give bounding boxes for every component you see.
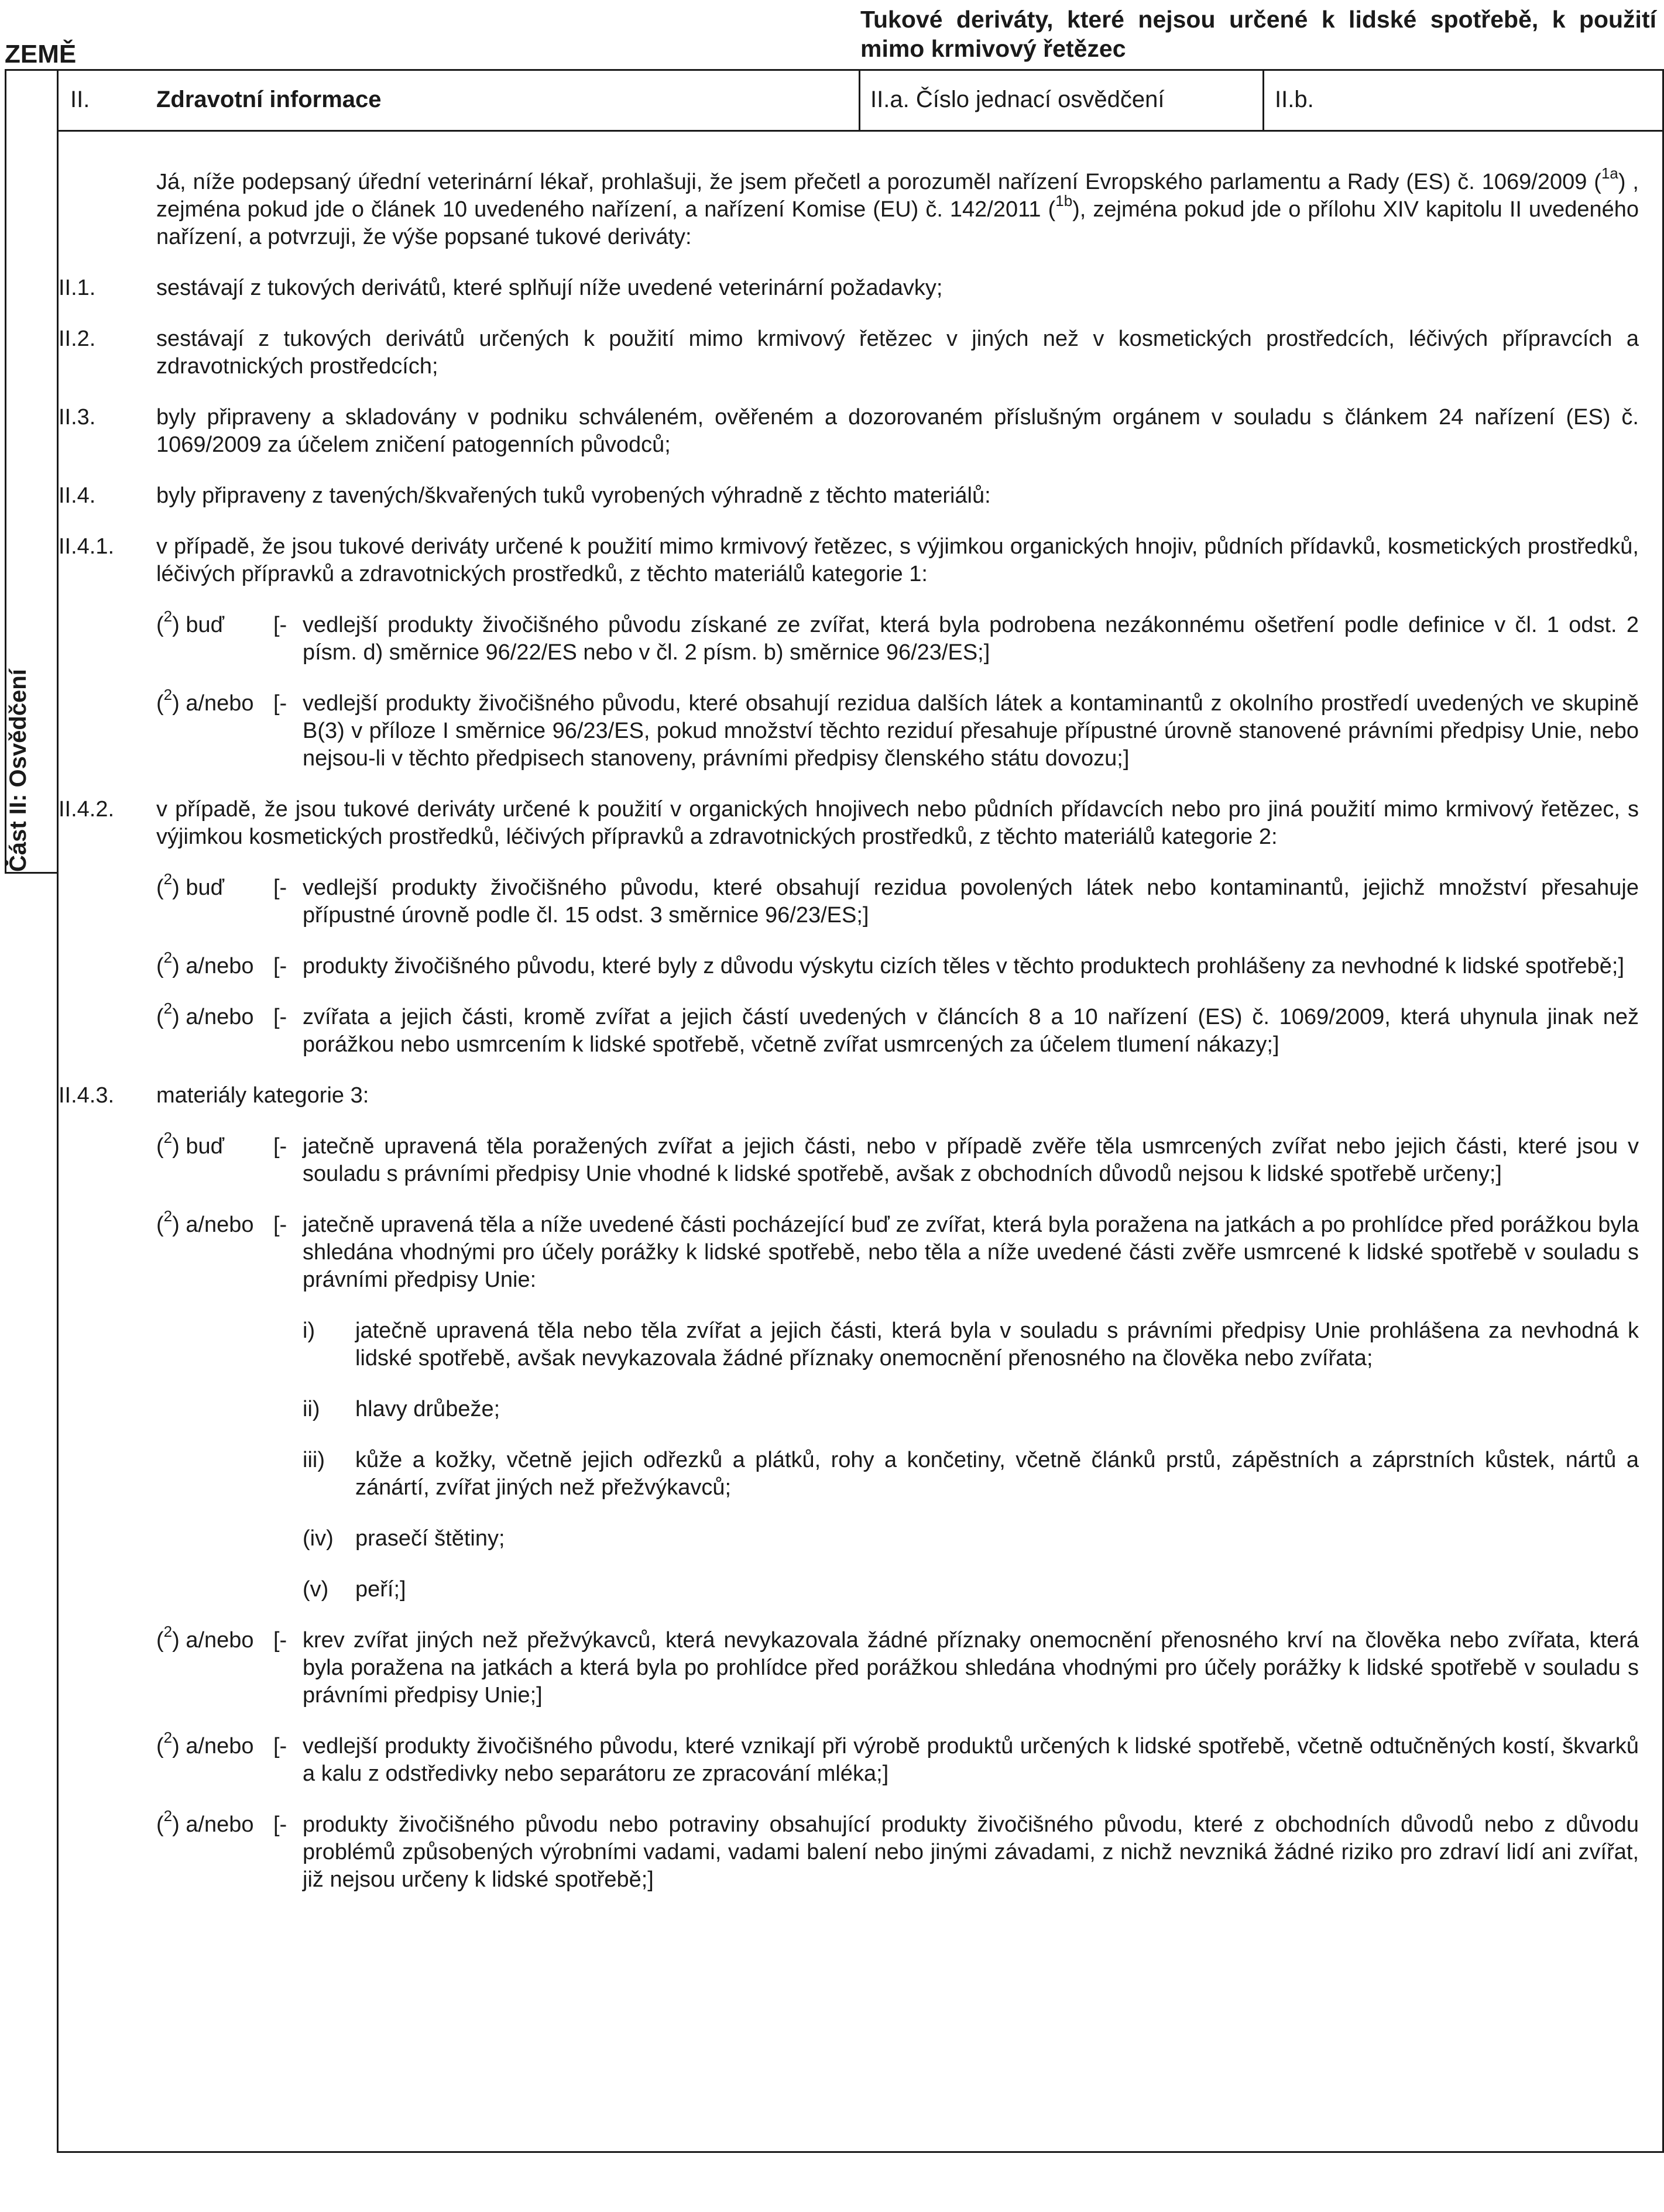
intro-part-3: ), zejména pokud jde o přílohu XIV kapitolu II uvedeného nařízení, a potvrzuji, že výše popsané tukové deriváty:	[156, 197, 1639, 249]
option-433-4	[156, 1729, 1639, 1788]
subitem-text: prasečí štětiny;	[355, 1526, 505, 1551]
item-ii-3	[59, 404, 1639, 459]
footnote-2: 2	[163, 1807, 173, 1825]
option-text: produkty živočišného původu, které byly z důvodu výskytu cizích těles v těchto produktech prohlášeny za nevhodné k lidské spotřebě;]	[303, 954, 1625, 978]
option-bracket: [-	[273, 1213, 287, 1237]
option-text: vedlejší produkty živočišného původu, které obsahují rezidua dalších látek a kontaminantů z okolního prostředí uvedených ve skupině B(3) v příloze I směrnice 96/23/ES, pokud množství těchto reziduí přesahuje přípustné úrovně stanovené právními předpisy Unie, nebo nejsou-li v těchto předpisech stanoveny, právními předpisy členského státu dovozu;]	[303, 691, 1639, 771]
option-tag: ($^2$) a/nebo	[156, 1207, 254, 1237]
subitem-tag: i)	[303, 1318, 315, 1343]
option-tag: ($^2$) a/nebo	[156, 999, 254, 1029]
footnote-1a: 1a	[1601, 164, 1618, 183]
section-number: II.	[70, 87, 90, 112]
option-433-1	[156, 1129, 1639, 1188]
option-422-1	[156, 870, 1639, 929]
item-text: byly připraveny a skladovány v podniku schváleném, ověřeném a dozorovaném příslušným orgánem v souladu s článkem 24 nařízení (ES) č. 1069/2009 za účelem zničení patogenních původců;	[156, 405, 1639, 457]
option-tag: ($^2$) a/nebo	[156, 1807, 254, 1837]
footnote-2: 2	[163, 949, 173, 967]
header-row-bottom-line	[57, 130, 1664, 132]
subitem-text: peří;]	[355, 1577, 406, 1602]
subitem-tag: (v)	[303, 1577, 329, 1602]
subitem-iii	[303, 1447, 1639, 1502]
option-tag-word: a/nebo	[186, 1812, 254, 1837]
option-text: vedlejší produkty živočišného původu, které vznikají při výrobě produktů určených k lidské spotřebě, včetně odtučněných kostí, škvarků a kalu z odstředivky nebo separátoru ze zpracování mléka;]	[303, 1734, 1639, 1786]
certificate-content	[59, 146, 1639, 1917]
subitem-tag: ii)	[303, 1397, 320, 1421]
option-bracket: [-	[273, 691, 287, 716]
item-ii-4-1	[59, 533, 1639, 588]
intro-part-2: ) , zejména pokud jde o článek 10 uvedeného nařízení, a nařízení Komise (EU) č. 142/2011 (	[156, 170, 1639, 222]
item-number: II.1.	[59, 276, 96, 300]
reference-number-label: II.a. Číslo jednací osvědčení	[870, 87, 1165, 112]
item-number: II.4.2.	[59, 797, 115, 822]
option-text: zvířata a jejich části, kromě zvířat a jejich částí uvedených v článcích 8 a 10 nařízení (ES) č. 1069/2009, která uhynula jinak než porážkou nebo usmrcením k lidské spotřebě, včetně zvířat usmrcených za účelem tlumení nákazy;]	[303, 1005, 1639, 1057]
item-number: II.4.	[59, 483, 96, 508]
option-tag: ($^2$) a/nebo	[156, 949, 254, 978]
subitem-text: hlavy drůbeže;	[355, 1397, 500, 1421]
option-bracket: [-	[273, 1812, 287, 1837]
option-tag-word: a/nebo	[186, 1628, 254, 1653]
option-tag-word: a/nebo	[186, 691, 254, 716]
option-411-1	[156, 607, 1639, 667]
option-text: jatečně upravená těla poražených zvířat a jejich části, nebo v případě zvěře těla usmrcených zvířat nebo jejich části, které jsou v souladu s právními předpisy Unie vhodné k lidské spotřebě, avšak z obchodních důvodů nejsou k lidské spotřebě určeny;]	[303, 1134, 1639, 1186]
option-tag: ($^2$) buď	[156, 1129, 224, 1159]
option-bracket: [-	[273, 1134, 287, 1159]
option-433-5	[156, 1807, 1639, 1894]
item-text: materiály kategorie 3:	[156, 1083, 369, 1108]
option-tag-word: a/nebo	[186, 1213, 254, 1237]
option-tag-word: a/nebo	[186, 954, 254, 978]
footnote-1b: 1b	[1055, 192, 1073, 210]
option-bracket: [-	[273, 1734, 287, 1758]
option-text: jatečně upravená těla a níže uvedené části pocházející buď ze zvířat, která byla poražena na jatkách a po prohlídce před porážkou byla shledána vhodnými pro účely porážky k lidské spotřebě, nebo těla a níže uvedené části zvěře usmrcené k lidské spotřebě v souladu s právními předpisy Unie:	[303, 1213, 1639, 1292]
option-text: produkty živočišného původu nebo potraviny obsahující produkty živočišného původu, které z obchodních důvodů nebo z důvodu problémů způsobených výrobními vadami, vadami balení nebo jinými závadami, z nichž nevzniká žádné riziko pro zdraví lidí ani zvířat, již nejsou určeny k lidské spotřebě;]	[303, 1812, 1639, 1892]
subitem-tag: (iv)	[303, 1526, 334, 1551]
option-tag: ($^2$) a/nebo	[156, 1623, 254, 1653]
option-tag-word: a/nebo	[186, 1734, 254, 1758]
side-part-label-text: Část II: Osvědčení	[5, 669, 31, 872]
intro-declaration	[156, 164, 1639, 251]
item-text: byly připraveny z tavených/škvařených tuků vyrobených výhradně z těchto materiálů:	[156, 483, 991, 508]
item-text: sestávají z tukových derivátů, které splňují níže uvedené veterinární požadavky;	[156, 276, 943, 300]
option-433-3	[156, 1623, 1639, 1709]
footnote-2: 2	[163, 1129, 173, 1147]
footnote-2: 2	[163, 1729, 173, 1747]
option-tag-word: buď	[186, 1134, 224, 1159]
item-text: v případě, že jsou tukové deriváty určené k použití v organických hnojivech nebo půdních přídavcích nebo pro jiná použití mimo krmivový řetězec, s výjimkou kosmetických prostředků, léčivých přípravků a zdravotnických prostředků, z těchto materiálů kategorie 2:	[156, 797, 1639, 849]
option-433-2	[156, 1207, 1639, 1294]
reference-b-label: II.b.	[1275, 87, 1314, 112]
option-bracket: [-	[273, 954, 287, 978]
subitem-iv	[303, 1525, 1639, 1552]
item-number: II.3.	[59, 405, 96, 430]
subitem-v	[303, 1576, 1639, 1603]
option-tag: ($^2$) buď	[156, 607, 224, 637]
item-number: II.4.1.	[59, 534, 115, 559]
item-ii-4-2	[59, 796, 1639, 851]
option-text: vedlejší produkty živočišného původu, které obsahují rezidua povolených látek nebo kontaminantů, jejichž množství přesahuje přípustné úrovně podle čl. 15 odst. 3 směrnice 96/23/ES;]	[303, 875, 1639, 928]
option-bracket: [-	[273, 613, 287, 637]
option-tag-word: a/nebo	[186, 1005, 254, 1029]
option-text: vedlejší produkty živočišného původu získané ze zvířat, která byla podrobena nezákonnému ošetření podle definice v čl. 1 odst. 2 písm. d) směrnice 96/22/ES nebo v čl. 2 písm. b) směrnice 96/23/ES;]	[303, 613, 1639, 665]
footnote-2: 2	[163, 999, 173, 1018]
item-text: v případě, že jsou tukové deriváty určené k použití mimo krmivový řetězec, s výjimkou organických hnojiv, půdních přídavků, kosmetických prostředků, léčivých přípravků a zdravotnických prostředků, z těchto materiálů kategorie 1:	[156, 534, 1639, 586]
item-number: II.2.	[59, 327, 96, 351]
footnote-2: 2	[163, 1623, 173, 1641]
option-text: krev zvířat jiných než přežvýkavců, která nevykazovala žádné příznaky onemocnění přenosného krví na člověka nebo zvířata, která byla poražena na jatkách a která byla po prohlídce před porážkou shledána vhodnými pro účely porážky k lidské spotřebě v souladu s právními předpisy Unie;]	[303, 1628, 1639, 1708]
option-bracket: [-	[273, 1628, 287, 1653]
item-ii-2	[59, 325, 1639, 380]
item-ii-4-3	[59, 1082, 1639, 1110]
footnote-2: 2	[163, 1207, 173, 1225]
footnote-2: 2	[163, 686, 173, 704]
option-tag: ($^2$) a/nebo	[156, 686, 254, 716]
option-411-2	[156, 686, 1639, 772]
option-tag: ($^2$) buď	[156, 870, 224, 900]
document-title: Tukové deriváty, které nejsou určené k lidské spotřebě, k použití mimo krmivový řetězec	[860, 6, 1656, 62]
header-divider-1	[859, 69, 860, 130]
header-divider-2	[1262, 69, 1264, 130]
option-422-2	[156, 949, 1639, 980]
item-text: sestávají z tukových derivátů určených k použití mimo krmivový řetězec v jiných než v kosmetických prostředcích, léčivých přípravcích a zdravotnických prostředcích;	[156, 327, 1639, 379]
subitem-i	[303, 1317, 1639, 1372]
option-bracket: [-	[273, 875, 287, 900]
intro-part-1: Já, níže podepsaný úřední veterinární lékař, prohlašuji, že jsem přečetl a porozuměl nařízení Evropského parlamentu a Rady (ES) č. 1069/2009 (	[156, 170, 1601, 194]
footnote-2: 2	[163, 607, 173, 626]
item-ii-1	[59, 274, 1639, 302]
footnote-2: 2	[163, 870, 173, 888]
frame-bottom-line	[57, 2151, 1664, 2153]
option-tag-word: buď	[186, 613, 224, 637]
subitem-tag: iii)	[303, 1448, 325, 1472]
option-tag-word: buď	[186, 875, 224, 900]
subitem-text: jatečně upravená těla nebo těla zvířat a jejich části, která byla v souladu s právními předpisy Unie prohlášena za nevhodná k lidské spotřebě, avšak nevykazovala žádné příznaky onemocnění přenosného na člověka nebo zvířata;	[355, 1318, 1639, 1371]
item-number: II.4.3.	[59, 1083, 115, 1108]
frame-side-bottom-line	[5, 872, 59, 874]
item-ii-4	[59, 482, 1639, 510]
subitem-text: kůže a kožky, včetně jejich odřezků a plátků, rohy a končetiny, včetně článků prstů, zápěstních a záprstních kůstek, nártů a zánártí, zvířat jiných než přežvýkavců;	[355, 1448, 1639, 1500]
frame-top-line	[5, 69, 1664, 71]
country-label: ZEMĚ	[5, 40, 77, 68]
subitem-ii	[303, 1396, 1639, 1423]
option-422-3	[156, 999, 1639, 1059]
section-title: Zdravotní informace	[156, 87, 382, 112]
option-bracket: [-	[273, 1005, 287, 1029]
option-tag: ($^2$) a/nebo	[156, 1729, 254, 1758]
